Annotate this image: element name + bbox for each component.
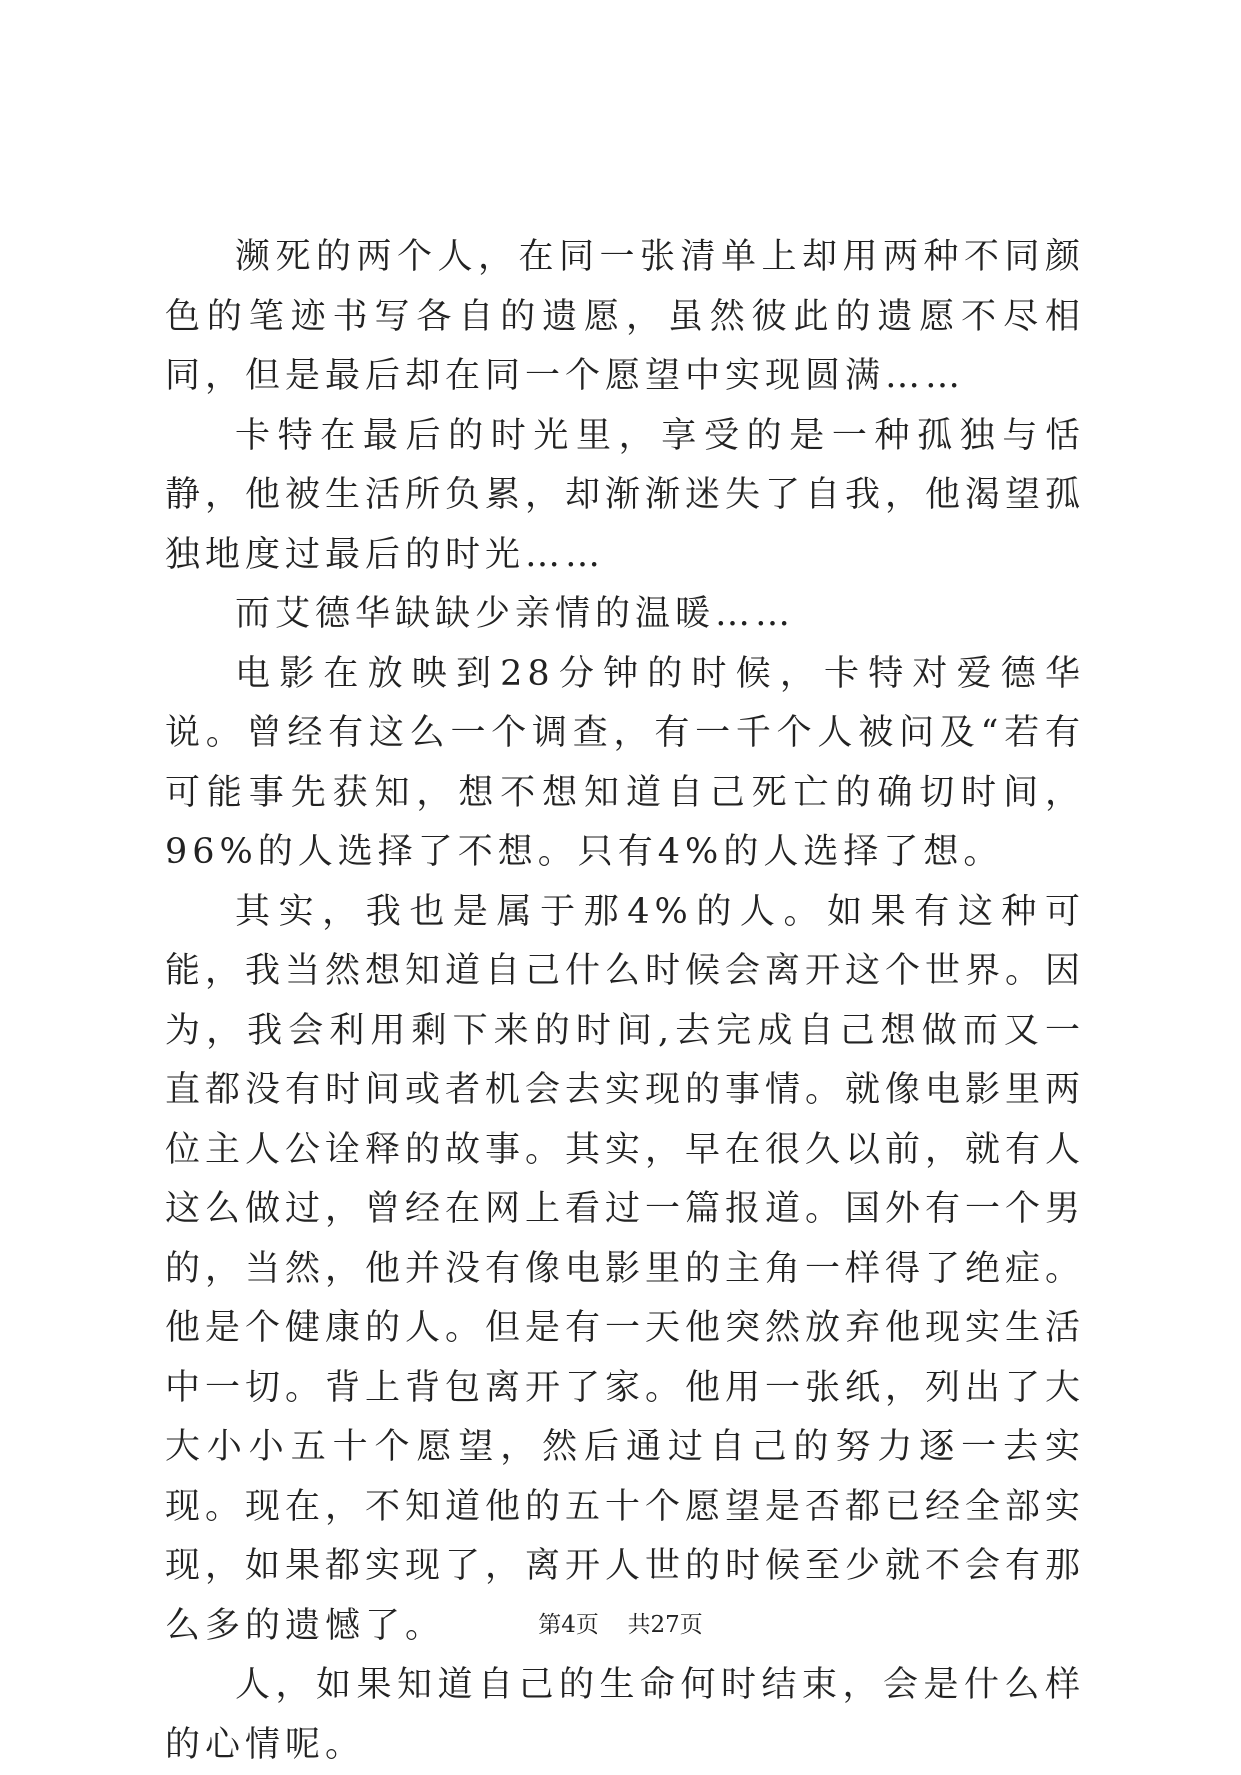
paragraph: 濒死的两个人，在同一张清单上却用两种不同颜色的笔迹书写各自的遗愿，虽然彼此的遗愿不尽相同，但是最后却在同一个愿望中实现圆满……: [165, 237, 1085, 396]
paragraph: 人，如果知道自己的生命何时结束，会是什么样的心情呢。: [165, 1665, 1085, 1765]
paragraph: 卡特在最后的时光里，享受的是一种孤独与恬静，他被生活所负累，却渐渐迷失了自我，他渴望孤独地度过最后的时光……: [165, 415, 1086, 575]
page-number: 第4页: [538, 1612, 599, 1638]
paragraph: 电影在放映到28分钟的时候，卡特对爱德华说。曾经有这么一个调查，有一千个人被问及“若有可能事先获知，想不想知道自己死亡的确切时间，96%的人选择了不想。只有4%的人选择了想。: [165, 653, 1085, 872]
paragraph: 其实，我也是属于那4%的人。如果有这种可能，我当然想知道自己什么时候会离开这个世界。因为，我会利用剩下来的时间,去完成自己想做而又一直都没有时间或者机会去实现的事情。就像电影里两位主人公诠释的故事。其实，早在很久以前，就有人这么做过，曾经在网上看过一篇报道。国外有一个男的，当然，他并没有像电影里的主角一样得了绝症。他是个健康的人。但是有一天他突然放弃他现实生活中一切。背上背包离开了家。他用一张纸，列出了大大小小五十个愿望，然后通过自己的努力逐一去实现。现在，不知道他的五十个愿望是否都已经全部实现，如果都实现了，离开人世的时候至少就不会有那么多的遗憾了。: [165, 891, 1086, 1646]
paragraph: 而艾德华缺缺少亲情的温暖……: [235, 594, 796, 634]
page-footer: [0, 1606, 1241, 1639]
body-text: [165, 228, 1085, 1775]
page-total: 共27页: [627, 1612, 703, 1638]
